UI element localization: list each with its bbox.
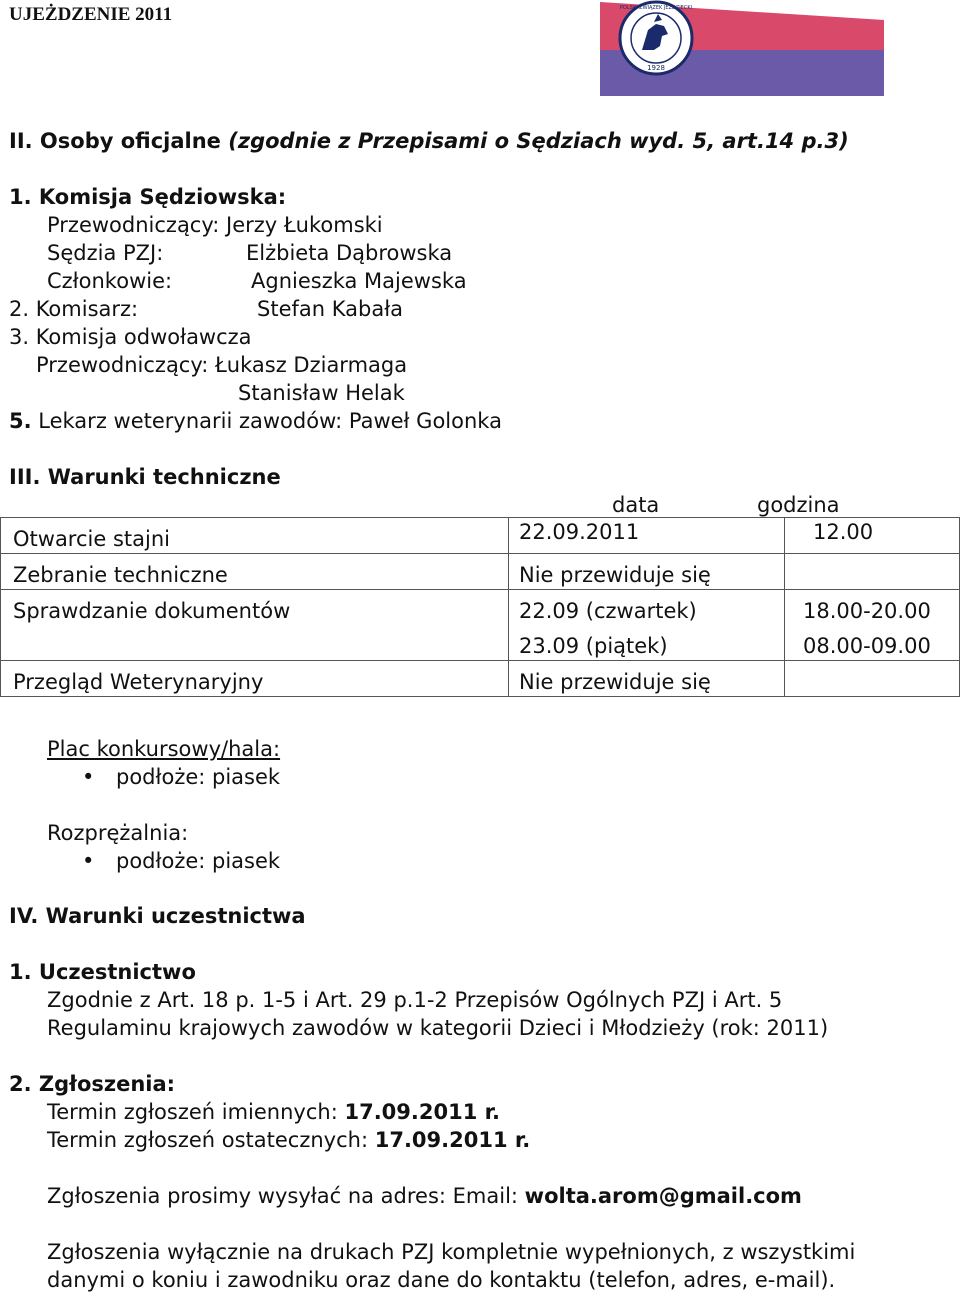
technical-schedule-table (0, 517, 960, 697)
termin-ostateczny: Termin zgłoszeń ostatecznych: 17.09.2011 r. (47, 1128, 531, 1152)
czlonkowie-label: Członkowie: (47, 269, 173, 293)
row-time: 18.00-20.00 (785, 590, 960, 626)
table-row (1, 554, 960, 590)
komisja-odwolawcza: 3. Komisja odwoławcza (9, 325, 252, 349)
uczestnictwo-text-1: Zgodnie z Art. 18 p. 1-5 i Art. 29 p.1-2 Przepisów Ogólnych PZJ i Art. 5 (47, 988, 783, 1012)
note-line-1: Zgłoszenia wyłącznie na drukach PZJ kompletnie wypełnionych, z wszystkimi (47, 1240, 856, 1264)
bullet-icon: • (82, 765, 95, 789)
rozprezalnia-label: Rozprężalnia: (47, 821, 189, 845)
komisja-heading: 1. Komisja Sędziowska: (9, 185, 287, 209)
czlonkowie-name: Agnieszka Majewska (251, 269, 467, 293)
odwolawcza-przewodniczacy: Przewodniczący: Łukasz Dziarmaga (36, 353, 408, 377)
emblem-ring-text: POLSKI ZWIĄZEK JEŹDZIECKI (619, 5, 693, 11)
col-header-godzina: godzina (757, 493, 840, 517)
pzj-logo-pennant (598, 0, 886, 98)
bullet-icon: • (82, 849, 95, 873)
plac-podloze: podłoże: piasek (116, 765, 281, 789)
document-title: UJEŻDZENIE 2011 (9, 4, 173, 25)
row-label: Zebranie techniczne (1, 554, 509, 590)
row-label: Sprawdzanie dokumentów (1, 590, 509, 626)
row-date: Nie przewiduje się (509, 554, 785, 590)
komisarz-label: 2. Komisarz: (9, 297, 139, 321)
row-date: 22.09 (czwartek) (509, 590, 785, 626)
email-line: Zgłoszenia prosimy wysyłać na adres: Email: wolta.arom@gmail.com (47, 1184, 802, 1208)
col-header-data: data (612, 493, 660, 517)
table-row (1, 625, 960, 661)
odwolawcza-member: Stanisław Helak (238, 381, 405, 405)
row-date: 22.09.2011 (509, 518, 785, 554)
termin-imienny: Termin zgłoszeń imiennych: 17.09.2011 r. (47, 1100, 500, 1124)
sedzia-name: Elżbieta Dąbrowska (246, 241, 453, 265)
przewodniczacy-line: Przewodniczący: Jerzy Łukomski (47, 213, 383, 237)
komisarz-name: Stefan Kabała (257, 297, 404, 321)
uczestnictwo-heading: 1. Uczestnictwo (9, 960, 196, 984)
row-time (785, 554, 960, 590)
row-date: Nie przewiduje się (509, 661, 785, 697)
section-2-heading: II. Osoby oficjalne (zgodnie z Przepisami o Sędziach wyd. 5, art.14 p.3) (9, 129, 849, 153)
email-link[interactable]: wolta.arom@gmail.com (524, 1184, 802, 1208)
section-3-heading: III. Warunki techniczne (9, 465, 281, 489)
row-label: Przegląd Weterynaryjny (1, 661, 509, 697)
row-date: 23.09 (piątek) (509, 625, 785, 661)
lekarz-line: 5. Lekarz weterynarii zawodów: Paweł Golonka (9, 409, 502, 433)
table-row (1, 590, 960, 626)
sedzia-label: Sędzia PZJ: (47, 241, 164, 265)
rozprezalnia-podloze: podłoże: piasek (116, 849, 281, 873)
table-row (1, 518, 960, 554)
emblem-year: 1928 (647, 64, 665, 72)
note-line-2: danymi o koniu i zawodniku oraz dane do kontaktu (telefon, adres, e-mail). (47, 1268, 836, 1292)
row-time: 08.00-09.00 (785, 625, 960, 661)
row-time: 12.00 (785, 518, 960, 554)
uczestnictwo-text-2: Regulaminu krajowych zawodów w kategorii Dzieci i Młodzieży (rok: 2011) (47, 1016, 829, 1040)
row-time (785, 661, 960, 697)
table-row (1, 661, 960, 697)
plac-konkursowy-label: Plac konkursowy/hala: (47, 737, 281, 761)
row-label (1, 625, 509, 661)
row-label: Otwarcie stajni (1, 518, 509, 554)
zgloszenia-heading: 2. Zgłoszenia: (9, 1072, 176, 1096)
section-4-heading: IV. Warunki uczestnictwa (9, 904, 306, 928)
